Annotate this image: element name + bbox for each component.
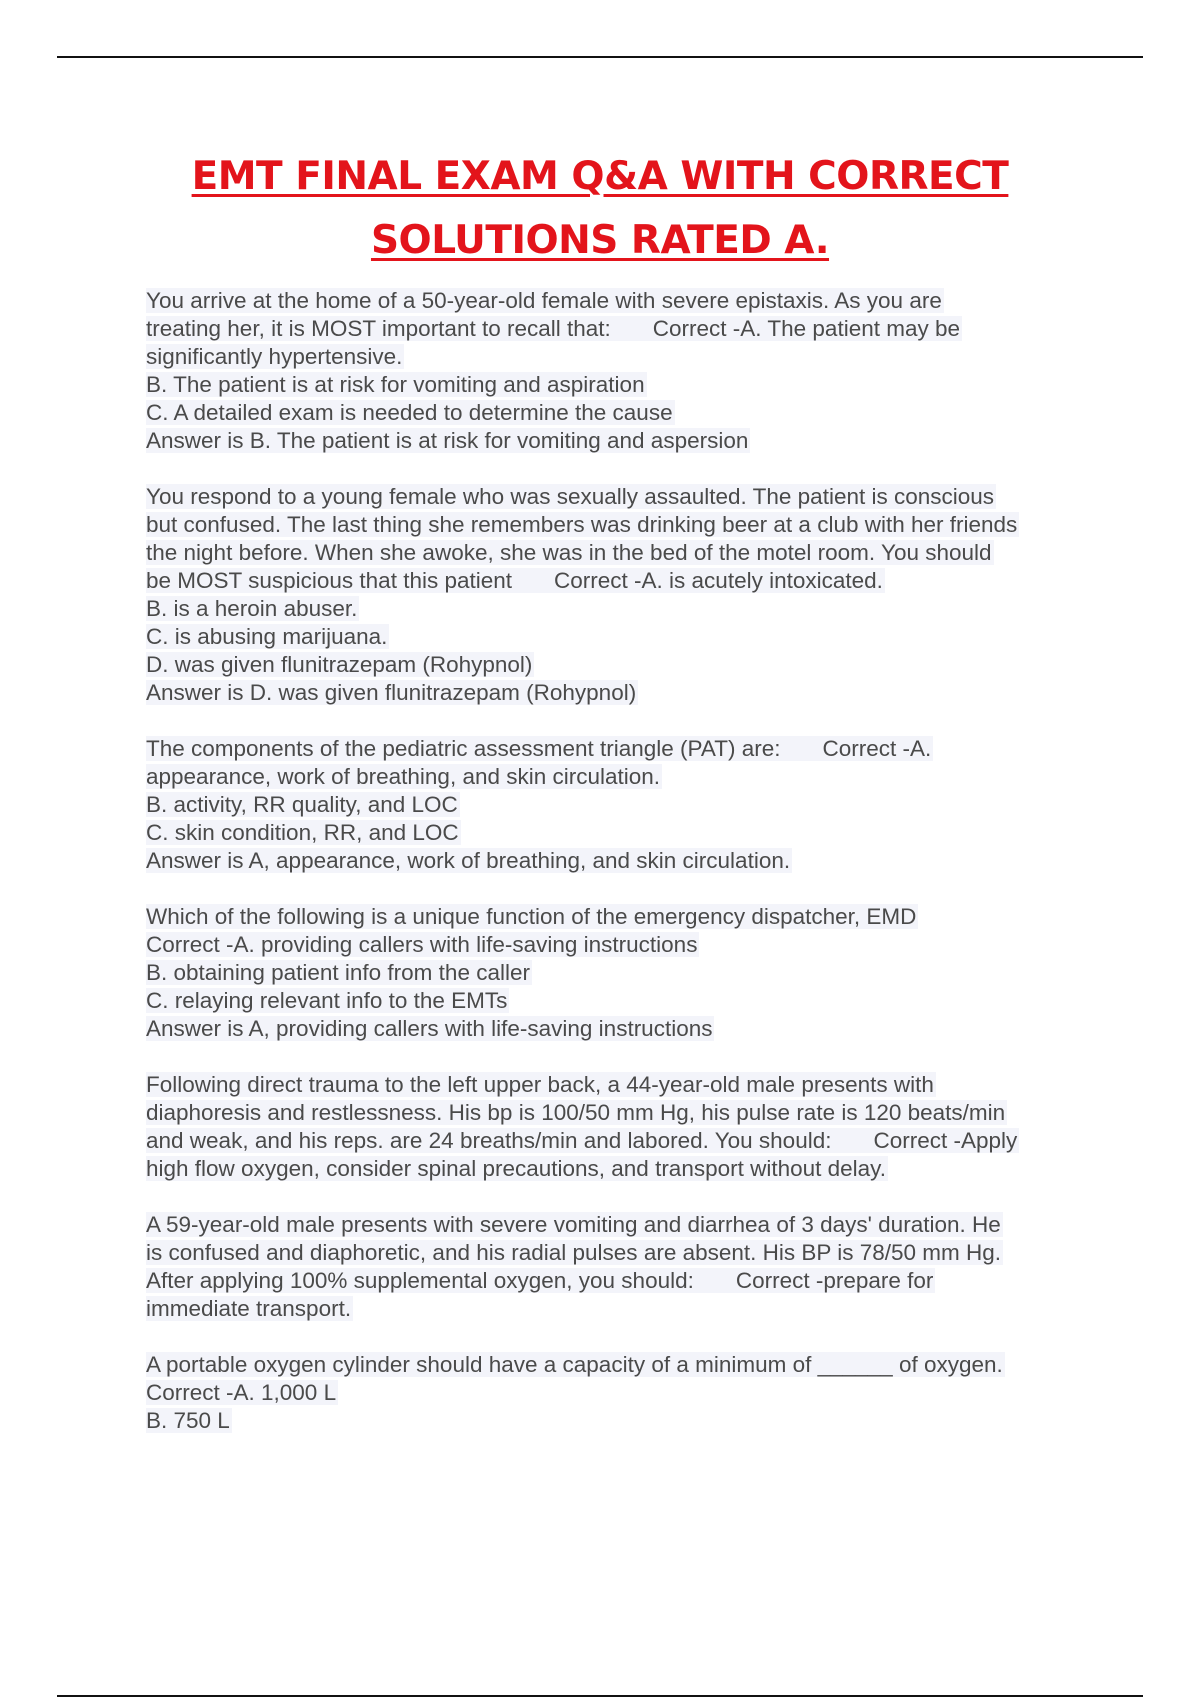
title-line-1: EMT FINAL EXAM Q&A WITH CORRECT: [191, 154, 1009, 199]
line-main-text: Following direct trauma to the left upper back, a 44-year-old male presents with: [146, 1072, 934, 1097]
text-line: [146, 539, 1086, 567]
correct-answer-text: Correct -A. is acutely intoxicated.: [554, 568, 883, 593]
title-line-2: SOLUTIONS RATED A.: [370, 218, 830, 263]
line-text: [146, 792, 460, 817]
line-main-text: Correct -A. 1,000 L: [146, 1380, 337, 1405]
line-main-text: C. is abusing marijuana.: [146, 624, 388, 649]
text-line: [146, 679, 1086, 707]
line-main-text: B. The patient is at risk for vomiting and aspiration: [146, 372, 645, 397]
qa-content: [146, 287, 1086, 1463]
line-text: [146, 288, 944, 313]
line-text: [146, 1352, 1005, 1377]
line-text: [146, 1240, 1003, 1265]
text-line: [146, 1015, 1086, 1043]
line-main-text: A 59-year-old male presents with severe vomiting and diarrhea of 3 days' duration. He: [146, 1212, 1001, 1237]
line-text: [146, 1072, 936, 1097]
line-main-text: be MOST suspicious that this patient: [146, 568, 513, 593]
document-title: [0, 145, 1200, 273]
question-block: [146, 483, 1086, 707]
text-line: [146, 931, 1086, 959]
text-line: [146, 1351, 1086, 1379]
line-text: [146, 1268, 935, 1293]
text-line: [146, 1379, 1086, 1407]
text-line: [146, 371, 1086, 399]
question-block: [146, 1071, 1086, 1183]
line-main-text: the night before. When she awoke, she was in the bed of the motel room. You should: [146, 540, 992, 565]
line-main-text: B. is a heroin abuser.: [146, 596, 358, 621]
line-main-text: Correct -A. providing callers with life-saving instructions: [146, 932, 698, 957]
line-text: [146, 344, 404, 369]
line-main-text: Answer is D. was given flunitrazepam (Rohypnol): [146, 680, 637, 705]
text-line: [146, 1407, 1086, 1435]
line-main-text: diaphoresis and restlessness. His bp is 100/50 mm Hg, his pulse rate is 120 beats/min: [146, 1100, 1006, 1125]
line-text: [146, 512, 1019, 537]
text-line: [146, 427, 1086, 455]
correct-answer-text: Correct -prepare for: [735, 1268, 934, 1293]
line-text: [146, 736, 933, 761]
text-line: [146, 735, 1086, 763]
text-line: [146, 399, 1086, 427]
line-text: [146, 1128, 1019, 1153]
line-main-text: C. A detailed exam is needed to determine the cause: [146, 400, 673, 425]
line-main-text: significantly hypertensive.: [146, 344, 403, 369]
text-line: [146, 1071, 1086, 1099]
line-main-text: B. obtaining patient info from the caller: [146, 960, 530, 985]
line-text: [146, 316, 962, 341]
line-text: [146, 932, 699, 957]
text-line: [146, 315, 1086, 343]
line-text: [146, 540, 994, 565]
line-text: [146, 596, 359, 621]
line-main-text: Answer is A, providing callers with life-saving instructions: [146, 1016, 713, 1041]
question-block: [146, 903, 1086, 1043]
text-line: [146, 623, 1086, 651]
line-text: [146, 960, 532, 985]
text-line: [146, 903, 1086, 931]
line-main-text: Answer is A, appearance, work of breathing, and skin circulation.: [146, 848, 791, 873]
text-line: [146, 1211, 1086, 1239]
text-line: [146, 595, 1086, 623]
line-text: [146, 652, 534, 677]
question-block: [146, 735, 1086, 875]
footer-rule: [57, 1695, 1143, 1697]
line-text: [146, 988, 509, 1013]
line-main-text: Which of the following is a unique function of the emergency dispatcher, EMD: [146, 904, 917, 929]
line-main-text: and weak, and his reps. are 24 breaths/min and labored. You should:: [146, 1128, 832, 1153]
line-main-text: The components of the pediatric assessment triangle (PAT) are:: [146, 736, 781, 761]
line-main-text: C. skin condition, RR, and LOC: [146, 820, 459, 845]
line-text: [146, 484, 996, 509]
line-main-text: high flow oxygen, consider spinal precautions, and transport without delay.: [146, 1156, 887, 1181]
header-rule: [57, 56, 1143, 58]
text-line: [146, 483, 1086, 511]
correct-answer-text: Correct -A.: [822, 736, 932, 761]
text-line: [146, 763, 1086, 791]
line-text: [146, 372, 647, 397]
text-line: [146, 287, 1086, 315]
line-main-text: B. activity, RR quality, and LOC: [146, 792, 458, 817]
text-line: [146, 511, 1086, 539]
line-text: [146, 1016, 714, 1041]
line-text: [146, 1296, 353, 1321]
question-block: [146, 1211, 1086, 1323]
line-main-text: appearance, work of breathing, and skin circulation.: [146, 764, 661, 789]
text-line: [146, 819, 1086, 847]
text-line: [146, 1155, 1086, 1183]
line-main-text: B. 750 L: [146, 1408, 230, 1433]
line-main-text: A portable oxygen cylinder should have a capacity of a minimum of ______ of oxygen.: [146, 1352, 1003, 1377]
line-main-text: You respond to a young female who was sexually assaulted. The patient is conscious: [146, 484, 995, 509]
line-text: [146, 1380, 338, 1405]
line-main-text: Answer is B. The patient is at risk for vomiting and aspersion: [146, 428, 749, 453]
line-text: [146, 1100, 1007, 1125]
line-text: [146, 568, 885, 593]
line-text: [146, 1408, 232, 1433]
line-text: [146, 904, 918, 929]
text-line: [146, 1099, 1086, 1127]
text-line: [146, 1295, 1086, 1323]
line-main-text: C. relaying relevant info to the EMTs: [146, 988, 508, 1013]
text-line: [146, 791, 1086, 819]
text-line: [146, 1239, 1086, 1267]
line-main-text: is confused and diaphoretic, and his radial pulses are absent. His BP is 78/50 mm Hg.: [146, 1240, 1002, 1265]
line-text: [146, 428, 750, 453]
correct-answer-text: Correct -A. The patient may be: [652, 316, 961, 341]
text-line: [146, 651, 1086, 679]
text-line: [146, 1127, 1086, 1155]
line-main-text: but confused. The last thing she remembers was drinking beer at a club with her friends: [146, 512, 1018, 537]
correct-answer-text: Correct -Apply: [873, 1128, 1018, 1153]
text-line: [146, 343, 1086, 371]
line-main-text: After applying 100% supplemental oxygen, you should:: [146, 1268, 694, 1293]
line-main-text: immediate transport.: [146, 1296, 352, 1321]
line-main-text: D. was given flunitrazepam (Rohypnol): [146, 652, 533, 677]
line-main-text: treating her, it is MOST important to recall that:: [146, 316, 611, 341]
question-block: [146, 287, 1086, 455]
text-line: [146, 959, 1086, 987]
line-text: [146, 624, 389, 649]
line-text: [146, 764, 662, 789]
text-line: [146, 847, 1086, 875]
line-text: [146, 1212, 1003, 1237]
line-text: [146, 400, 675, 425]
question-block: [146, 1351, 1086, 1435]
text-line: [146, 567, 1086, 595]
line-text: [146, 680, 638, 705]
text-line: [146, 1267, 1086, 1295]
line-text: [146, 848, 792, 873]
line-main-text: You arrive at the home of a 50-year-old female with severe epistaxis. As you are: [146, 288, 942, 313]
line-text: [146, 820, 461, 845]
text-line: [146, 987, 1086, 1015]
line-text: [146, 1156, 888, 1181]
